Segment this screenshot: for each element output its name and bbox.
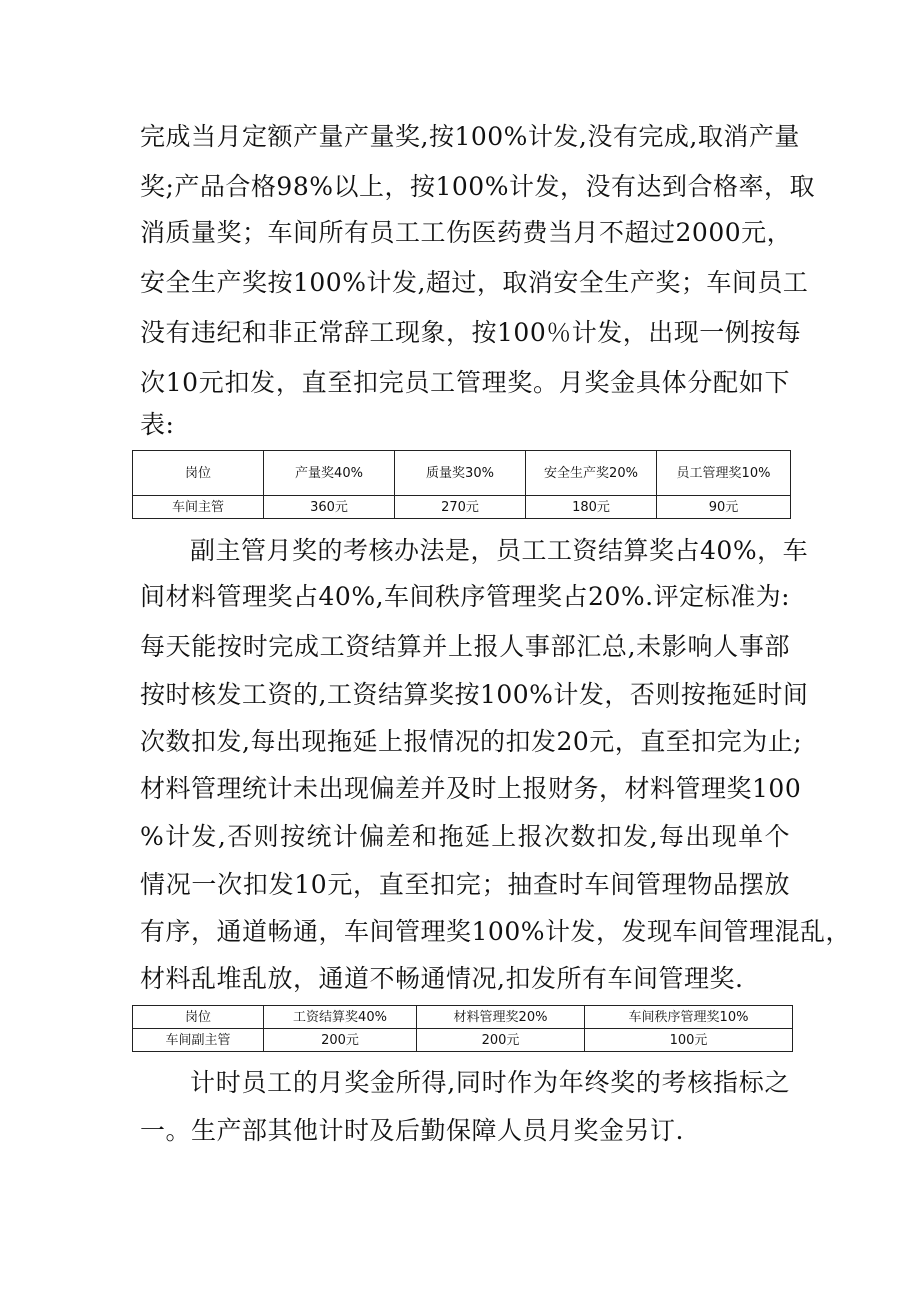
paragraph-3-line: 计时员工的月奖金所得,同时作为年终奖的考核指标之 <box>190 1068 790 1097</box>
paragraph-2-line: %计发,否则按统计偏差和拖延上报次数扣发,每出现单个 <box>140 822 790 851</box>
table-cell: 200元 <box>417 1029 585 1052</box>
table-header-cell: 岗位 <box>133 1006 264 1029</box>
table-header-cell: 岗位 <box>133 451 264 496</box>
table-cell: 270元 <box>395 496 526 519</box>
table-cell: 90元 <box>657 496 791 519</box>
table-cell: 车间副主管 <box>133 1029 264 1052</box>
paragraph-1-line: 表: <box>140 410 175 439</box>
table-header-row <box>133 1006 793 1029</box>
bonus-table-supervisor <box>132 450 791 519</box>
table-cell: 100元 <box>585 1029 793 1052</box>
table-header-cell: 质量奖30% <box>395 451 526 496</box>
table-header-cell: 材料管理奖20% <box>417 1006 585 1029</box>
paragraph-1-line: 没有违纪和非正常辞工现象，按100％计发，出现一例按每 <box>140 318 802 347</box>
table-header-cell: 车间秩序管理奖10% <box>585 1006 793 1029</box>
paragraph-1-line: 消质量奖；车间所有员工工伤医药费当月不超过2000元， <box>140 218 793 247</box>
paragraph-3-line: 一。生产部其他计时及后勤保障人员月奖金另订. <box>140 1116 684 1145</box>
paragraph-2-line: 材料乱堆乱放，通道不畅通情况,扣发所有车间管理奖. <box>140 964 744 993</box>
paragraph-1-line: 安全生产奖按100%计发,超过，取消安全生产奖；车间员工 <box>140 268 809 297</box>
table-header-cell: 安全生产奖20% <box>526 451 657 496</box>
table-row <box>133 496 791 519</box>
table-header-cell: 员工管理奖10% <box>657 451 791 496</box>
paragraph-1-line: 完成当月定额产量产量奖,按100%计发,没有完成,取消产量 <box>140 122 800 151</box>
paragraph-1-line: 奖;产品合格98%以上，按100%计发，没有达到合格率，取 <box>140 172 815 201</box>
table-cell: 180元 <box>526 496 657 519</box>
paragraph-2-line: 情况一次扣发10元，直至扣完；抽查时车间管理物品摆放 <box>140 870 790 899</box>
paragraph-1-line: 次10元扣发，直至扣完员工管理奖。月奖金具体分配如下 <box>140 368 790 397</box>
table-header-cell: 产量奖40% <box>264 451 395 496</box>
paragraph-2-line: 间材料管理奖占40%,车间秩序管理奖占20%.评定标准为: <box>140 582 790 611</box>
table-header-row <box>133 451 791 496</box>
bonus-table-deputy-supervisor <box>132 1005 793 1052</box>
table-header-cell: 工资结算奖40% <box>264 1006 417 1029</box>
paragraph-2-line: 有序，通道畅通，车间管理奖100%计发，发现车间管理混乱， <box>140 917 851 946</box>
paragraph-2-line: 副主管月奖的考核办法是，员工工资结算奖占40%，车 <box>190 536 809 565</box>
paragraph-2-line: 每天能按时完成工资结算并上报人事部汇总,未影响人事部 <box>140 632 790 661</box>
paragraph-2-line: 材料管理统计未出现偏差并及时上报财务，材料管理奖100 <box>140 774 802 803</box>
table-cell: 200元 <box>264 1029 417 1052</box>
paragraph-2-line: 次数扣发,每出现拖延上报情况的扣发20元，直至扣完为止; <box>140 727 803 756</box>
table-cell: 360元 <box>264 496 395 519</box>
paragraph-2-line: 按时核发工资的,工资结算奖按100%计发，否则按拖延时间 <box>140 680 809 709</box>
table-row <box>133 1029 793 1052</box>
table-cell: 车间主管 <box>133 496 264 519</box>
